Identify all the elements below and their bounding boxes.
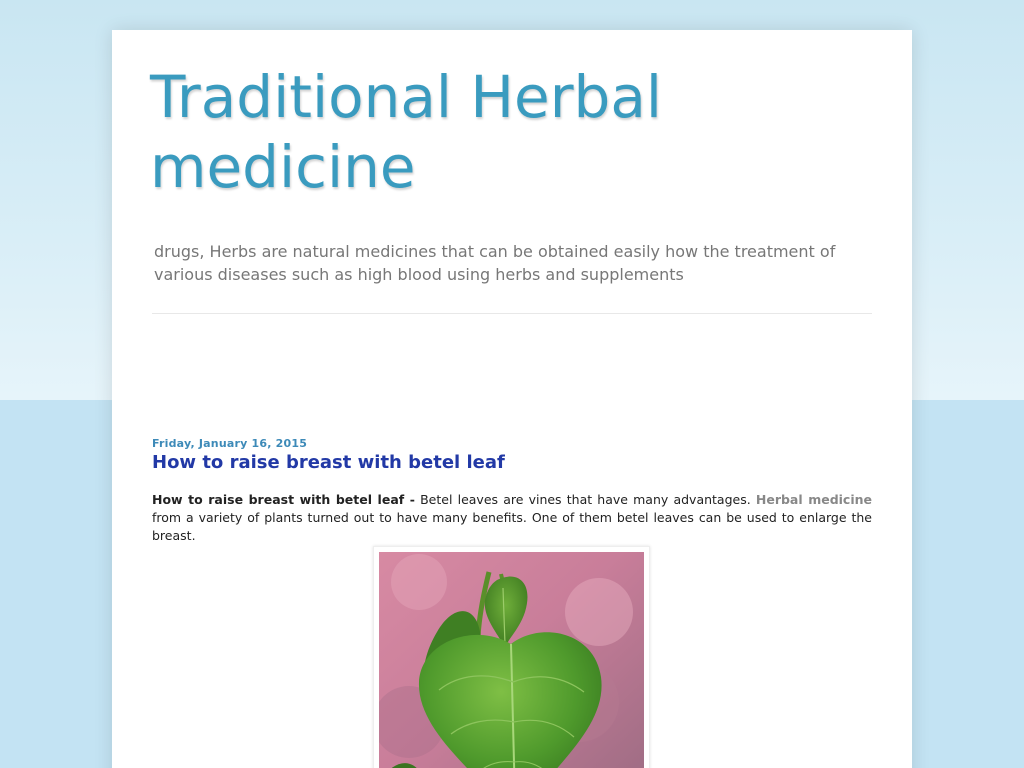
post-text-part: from a variety of plants turned out to have many benefits. One of them betel leaves can be used to enlarge the breast. [152, 510, 872, 543]
post-lead-bold: How to raise breast with betel leaf - [152, 492, 415, 507]
blog-container [112, 30, 912, 768]
post-date: Friday, January 16, 2015 [152, 437, 308, 450]
post-text-part: Betel leaves are vines that have many advantages. [414, 492, 756, 507]
header-divider [152, 313, 872, 314]
herbal-medicine-link[interactable]: Herbal medicine [755, 492, 872, 507]
blog-title[interactable]: Traditional Herbal medicine [150, 63, 663, 201]
post-title-link[interactable]: How to raise breast with betel leaf [152, 452, 505, 473]
post-body [152, 491, 872, 545]
blog-description: drugs, Herbs are natural medicines that can be obtained easily how the treatment of various diseases such as high blood using herbs and supplements [154, 242, 836, 284]
betel-leaf-photo [379, 552, 644, 768]
post-image[interactable] [373, 546, 650, 768]
